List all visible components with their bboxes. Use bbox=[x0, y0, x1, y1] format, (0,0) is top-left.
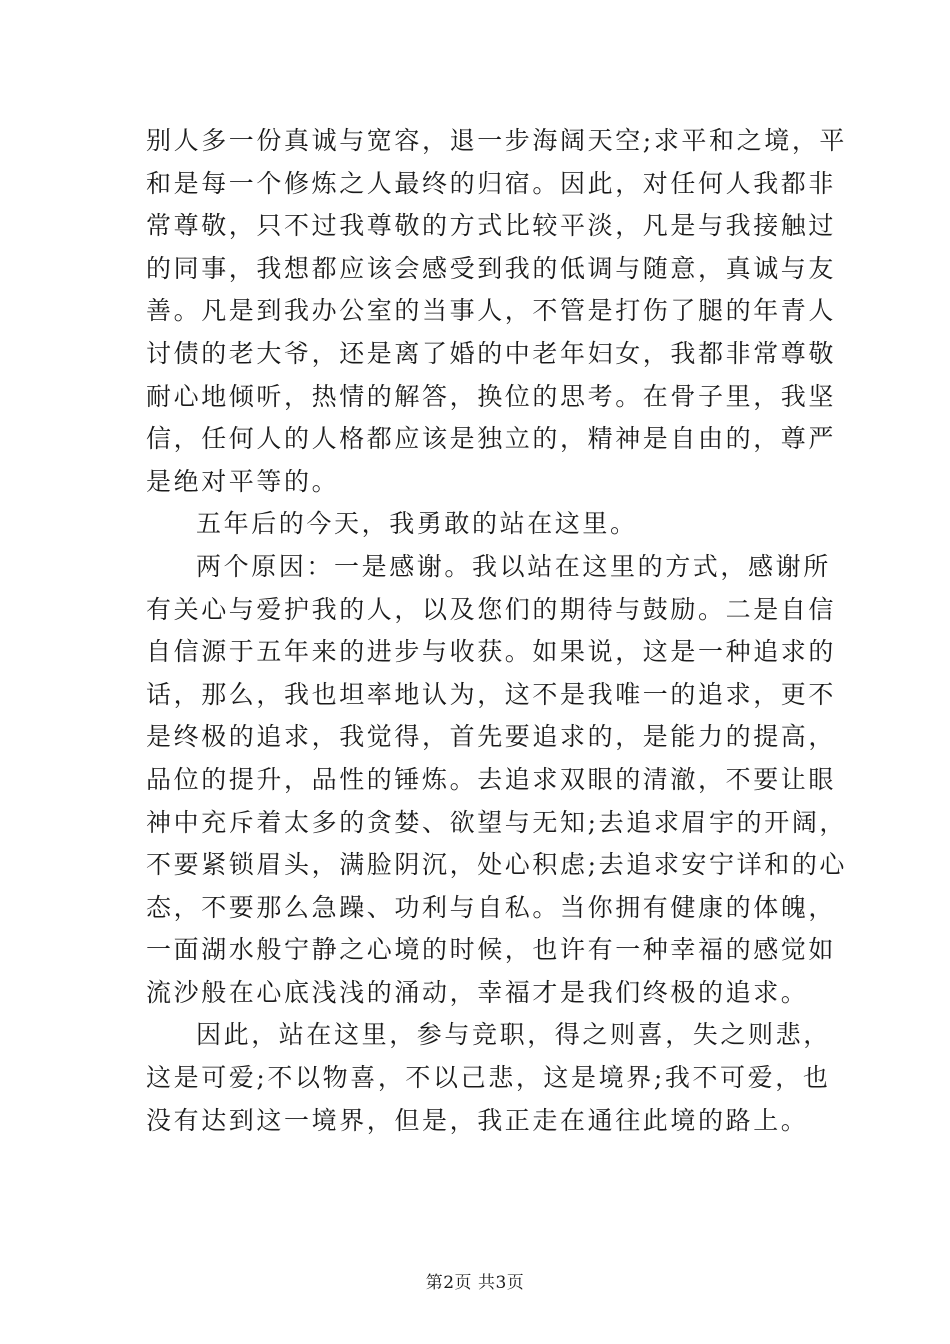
text-line: 流沙般在心底浅浅的涌动，幸福才是我们终极的追求。 bbox=[146, 977, 809, 1007]
text-line: 是终极的追求，我觉得，首先要追求的，是能力的提高， bbox=[146, 722, 837, 752]
page-number-footer: 第2页 共3页 bbox=[425, 1273, 525, 1293]
text-line: 品位的提升，品性的锤炼。去追求双眼的清澈，不要让眼 bbox=[146, 764, 837, 794]
text-line: 讨债的老大爷，还是离了婚的中老年妇女，我都非常尊敬 bbox=[146, 338, 837, 368]
text-line: 不要紧锁眉头，满脸阴沉，处心积虑;去追求安宁详和的心 bbox=[146, 850, 848, 880]
text-line: 常尊敬，只不过我尊敬的方式比较平淡，凡是与我接触过 bbox=[146, 211, 837, 241]
text-line: 这是可爱;不以物喜，不以己悲，这是境界;我不可爱，也 bbox=[146, 1063, 831, 1093]
text-line: 一面湖水般宁静之心境的时候，也许有一种幸福的感觉如 bbox=[146, 935, 837, 965]
paragraph-first-line: 五年后的今天，我勇敢的站在这里。 bbox=[196, 509, 638, 539]
text-line: 耐心地倾听，热情的解答，换位的思考。在骨子里，我坚 bbox=[146, 381, 837, 411]
document-body bbox=[146, 120, 848, 1142]
text-line: 话，那么，我也坦率地认为，这不是我唯一的追求，更不 bbox=[146, 679, 837, 709]
text-line: 神中充斥着太多的贪婪、欲望与无知;去追求眉宇的开阔， bbox=[146, 807, 848, 837]
text-line: 是绝对平等的。 bbox=[146, 466, 340, 496]
text-line: 信，任何人的人格都应该是独立的，精神是自由的，尊严 bbox=[146, 424, 837, 454]
text-line: 善。凡是到我办公室的当事人，不管是打伤了腿的年青人 bbox=[146, 296, 837, 326]
text-line: 和是每一个修炼之人最终的归宿。因此，对任何人我都非 bbox=[146, 168, 837, 198]
text-line: 的同事，我想都应该会感受到我的低调与随意，真诚与友 bbox=[146, 253, 837, 283]
paragraph-first-line: 因此，站在这里，参与竞职，得之则喜，失之则悲， bbox=[196, 1020, 831, 1050]
text-line: 态，不要那么急躁、功利与自私。当你拥有健康的体魄， bbox=[146, 892, 837, 922]
text-line: 没有达到这一境界，但是，我正走在通往此境的路上。 bbox=[146, 1105, 809, 1135]
paragraph-first-line: 两个原因：一是感谢。我以站在这里的方式，感谢所 bbox=[196, 551, 831, 581]
text-line: 别人多一份真诚与宽容，退一步海阔天空;求平和之境，平 bbox=[146, 126, 848, 155]
text-line: 自信源于五年来的进步与收获。如果说，这是一种追求的 bbox=[146, 637, 837, 667]
text-line: 有关心与爱护我的人，以及您们的期待与鼓励。二是自信 bbox=[146, 594, 837, 624]
